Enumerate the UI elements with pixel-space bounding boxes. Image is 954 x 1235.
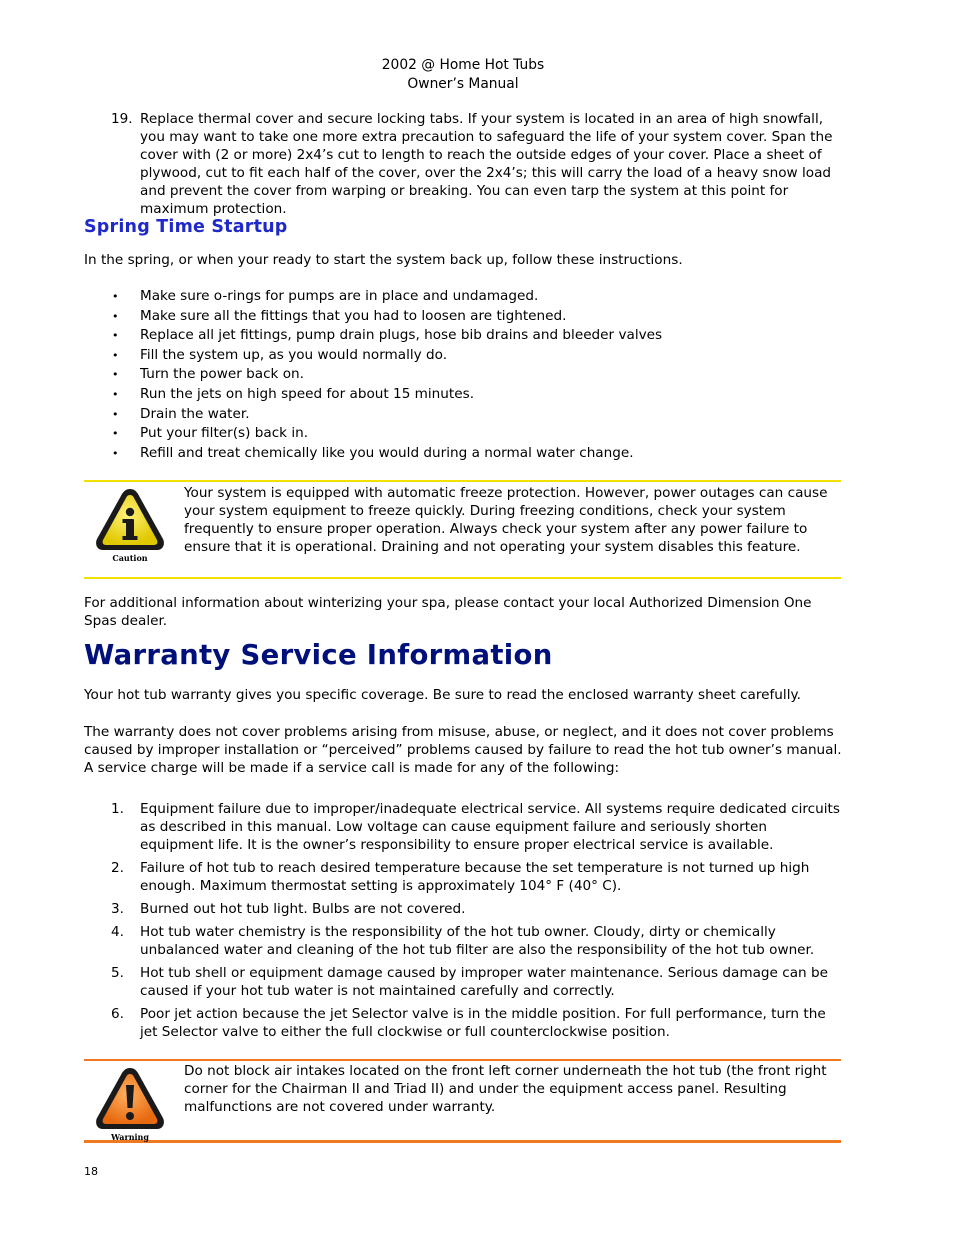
warranty-intro: Your hot tub warranty gives you specific coverage. Be sure to read the enclosed warranty sheet carefully. [84, 687, 801, 703]
step-number: 19. [111, 111, 133, 127]
list-item: • Replace all jet fittings, pump drain plugs, hose bib drains and bleeder valves [84, 326, 844, 346]
warning-label: Warning [111, 1132, 149, 1142]
list-item: 2. Failure of hot tub to reach desired temperature because the set temperature is not turned up high enough. Maximum thermostat setting is approximately 104° F (40° C). [111, 860, 810, 894]
list-item: • Refill and treat chemically like you would during a normal water change. [84, 444, 844, 464]
caution-text: Your system is equipped with automatic freeze protection. However, power outages can cause your system equipment to freeze quickly. During freezing conditions, check your system frequently to ensure proper operation. Always check your system after any power failure to ensure that it is operational. Draining and not operating your system disables this feature. [184, 485, 828, 555]
header-subtitle: Owner’s Manual [407, 76, 519, 92]
page-number: 18 [84, 1165, 98, 1178]
bullet-icon: • [112, 427, 119, 441]
list-item: 1. Equipment failure due to improper/inadequate electrical service. All systems require dedicated circuits as described in this manual. Low voltage can cause equipment failure and seriously shorten equipment life. It is the owner’s responsibility to ensure proper electrical service is available. [111, 801, 840, 853]
list-item: • Turn the power back on. [84, 365, 844, 385]
bullet-icon: • [112, 446, 119, 460]
bullet-icon: • [112, 407, 119, 421]
list-item: • Run the jets on high speed for about 15 minutes. [84, 385, 844, 405]
list-item: • Make sure all the fittings that you had to loosen are tightened. [84, 307, 844, 327]
list-item: • Drain the water. [84, 405, 844, 425]
list-item: • Fill the system up, as you would normally do. [84, 346, 844, 366]
warranty-heading: Warranty Service Information [84, 639, 553, 671]
bullet-icon: • [112, 348, 119, 362]
info-icon [94, 487, 166, 553]
exclamation-icon [94, 1066, 166, 1132]
list-item: 4. Hot tub water chemistry is the responsibility of the hot tub owner. Cloudy, dirty or chemically unbalanced water and cleaning of the hot tub filter are also the responsibility of the hot tub owner. [111, 924, 815, 958]
header-title: 2002 @ Home Hot Tubs [381, 57, 545, 73]
bullet-icon: • [112, 368, 119, 382]
spring-intro: In the spring, or when your ready to start the system back up, follow these instructions. [84, 252, 683, 268]
bullet-icon: • [112, 387, 119, 401]
caution-note [84, 480, 841, 579]
step-19 [84, 110, 844, 218]
warranty-exclusions-list [84, 800, 844, 1046]
warning-text: Do not block air intakes located on the front left corner underneath the hot tub (the front right corner for the Chairman II and Triad II) and under the equipment access panel. Resulting malfunctions are not covered under warranty. [184, 1063, 827, 1115]
list-item: 6. Poor jet action because the jet Selector valve is in the middle position. For full performance, turn the jet Selector valve to either the full clockwise or full counterclockwise position. [111, 1006, 826, 1040]
spring-heading: Spring Time Startup [84, 217, 288, 237]
step-text: Replace thermal cover and secure locking tabs. If your system is located in an area of high snowfall, you may want to take one more extra precaution to safeguard the life of your system cover. Span the cover with (2 or more) 2x4’s cut to length to reach the outside edges of your cover. Place a sheet of plywood, cut to fit each half of the cover, over the 2x4’s; this will carry the load of a heavy snow load and prevent the cover from warping or breaking. You can even tarp the system at this point for maximum protection. [140, 111, 833, 217]
page-header [0, 56, 926, 94]
list-item: 5. Hot tub shell or equipment damage caused by improper water maintenance. Serious damage can be caused if your hot tub water is not maintained carefully and correctly. [111, 965, 828, 999]
caution-label: Caution [112, 553, 148, 563]
bullet-icon: • [112, 309, 119, 323]
list-item: • Put your filter(s) back in. [84, 424, 844, 444]
bullet-icon: • [112, 329, 119, 343]
additional-info: For additional information about winterizing your spa, please contact your local Authorized Dimension One Spas dealer. [84, 595, 812, 629]
spring-bullet-list [84, 287, 844, 463]
warning-note [84, 1059, 841, 1143]
warranty-paragraph: The warranty does not cover problems arising from misuse, abuse, or neglect, and it does not cover problems caused by improper installation or “perceived” problems caused by failure to read the hot tub owner’s manual. A service charge will be made if a service call is made for any of the following: [84, 724, 842, 776]
list-item: • Make sure o-rings for pumps are in place and undamaged. [84, 287, 844, 307]
bullet-icon: • [112, 290, 119, 303]
list-item: 3. Burned out hot tub light. Bulbs are not covered. [111, 901, 466, 917]
